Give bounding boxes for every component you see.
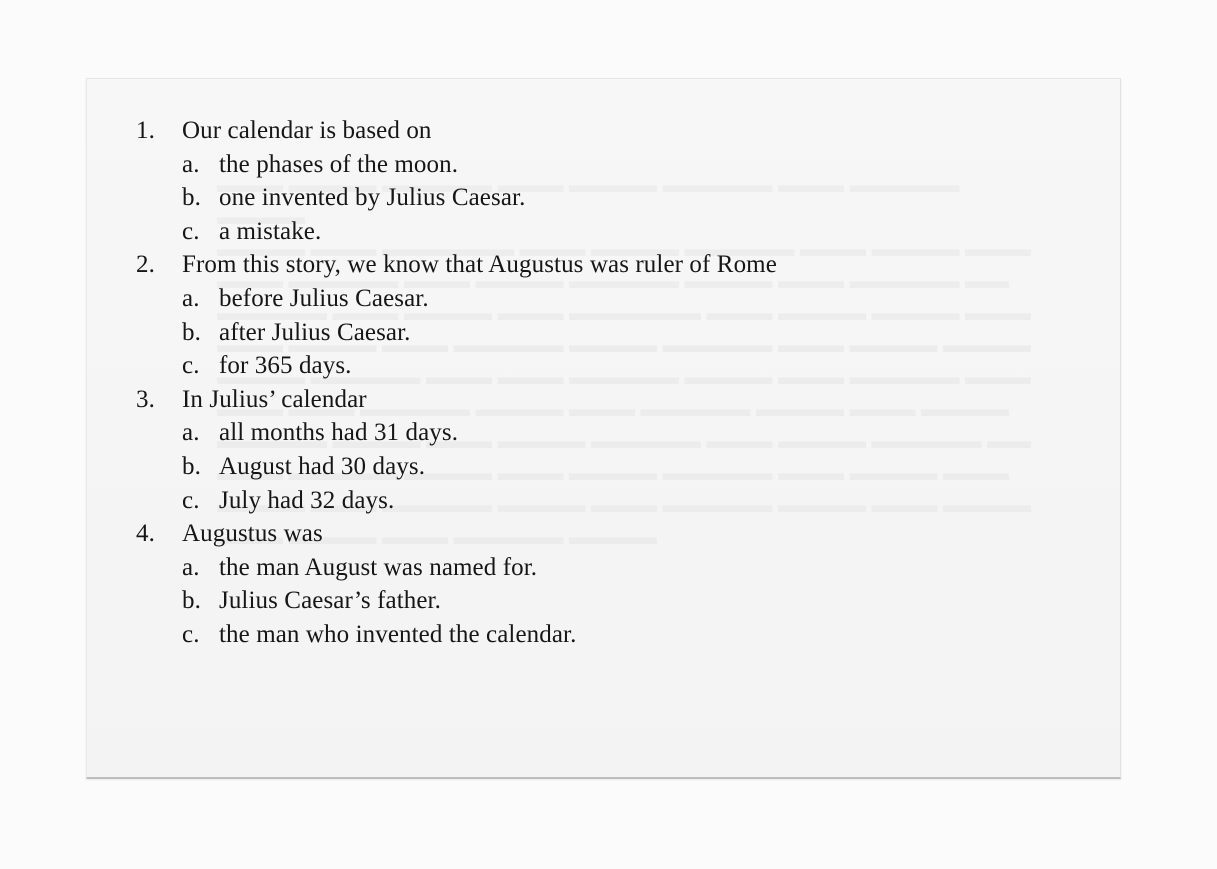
option-text: the phases of the moon. — [219, 150, 459, 178]
question-4 — [136, 517, 1036, 651]
option-letter: b. — [182, 318, 201, 346]
option-letter: a. — [182, 284, 200, 312]
option-text: Julius Caesar’s father. — [219, 587, 441, 615]
option-c — [182, 484, 1036, 518]
option-letter: c. — [182, 352, 200, 380]
option-text: July had 32 days. — [219, 486, 395, 514]
question-text: Augustus was — [182, 520, 323, 548]
question-number: 1. — [136, 117, 155, 144]
option-c — [182, 215, 1036, 249]
option-letter: c. — [182, 486, 200, 514]
question-line — [136, 248, 1036, 282]
question-list — [136, 114, 1036, 652]
option-b — [182, 316, 1036, 350]
question-number: 4. — [136, 520, 155, 548]
quiz-card — [86, 78, 1121, 779]
question-line — [136, 517, 1036, 551]
option-text: before Julius Caesar. — [219, 284, 429, 312]
question-2 — [136, 248, 1036, 382]
option-letter: a. — [182, 419, 200, 447]
option-letter: b. — [182, 452, 201, 480]
option-text: a mistake. — [219, 217, 322, 245]
option-letter: b. — [182, 587, 201, 615]
option-c — [182, 618, 1036, 652]
options — [182, 416, 1036, 517]
option-text: one invented by Julius Caesar. — [219, 184, 526, 212]
option-a — [182, 416, 1036, 450]
options — [182, 551, 1036, 652]
option-c — [182, 349, 1036, 383]
option-text: all months had 31 days. — [219, 419, 459, 447]
option-letter: b. — [182, 184, 201, 212]
options — [182, 282, 1036, 383]
question-text: Our calendar is based on — [182, 117, 432, 144]
option-letter: c. — [182, 217, 200, 245]
question-number: 3. — [136, 385, 155, 413]
option-a — [182, 551, 1036, 585]
question-number: 2. — [136, 251, 155, 279]
question-text: In Julius’ calendar — [182, 385, 367, 413]
question-3 — [136, 383, 1036, 517]
option-b — [182, 450, 1036, 484]
option-text: after Julius Caesar. — [219, 318, 411, 346]
option-a — [182, 148, 1036, 182]
option-letter: c. — [182, 620, 200, 648]
option-text: the man August was named for. — [219, 553, 538, 581]
question-1 — [136, 114, 1036, 248]
option-text: the man who invented the calendar. — [219, 620, 577, 648]
option-b — [182, 181, 1036, 215]
option-text: for 365 days. — [219, 352, 352, 380]
option-a — [182, 282, 1036, 316]
option-text: August had 30 days. — [219, 452, 426, 480]
question-line — [136, 383, 1036, 417]
question-text: From this story, we know that Augustus was ruler of Rome — [182, 251, 777, 279]
option-letter: a. — [182, 553, 200, 581]
question-line — [136, 114, 1036, 148]
options — [182, 148, 1036, 249]
option-b — [182, 584, 1036, 618]
option-letter: a. — [182, 150, 200, 178]
